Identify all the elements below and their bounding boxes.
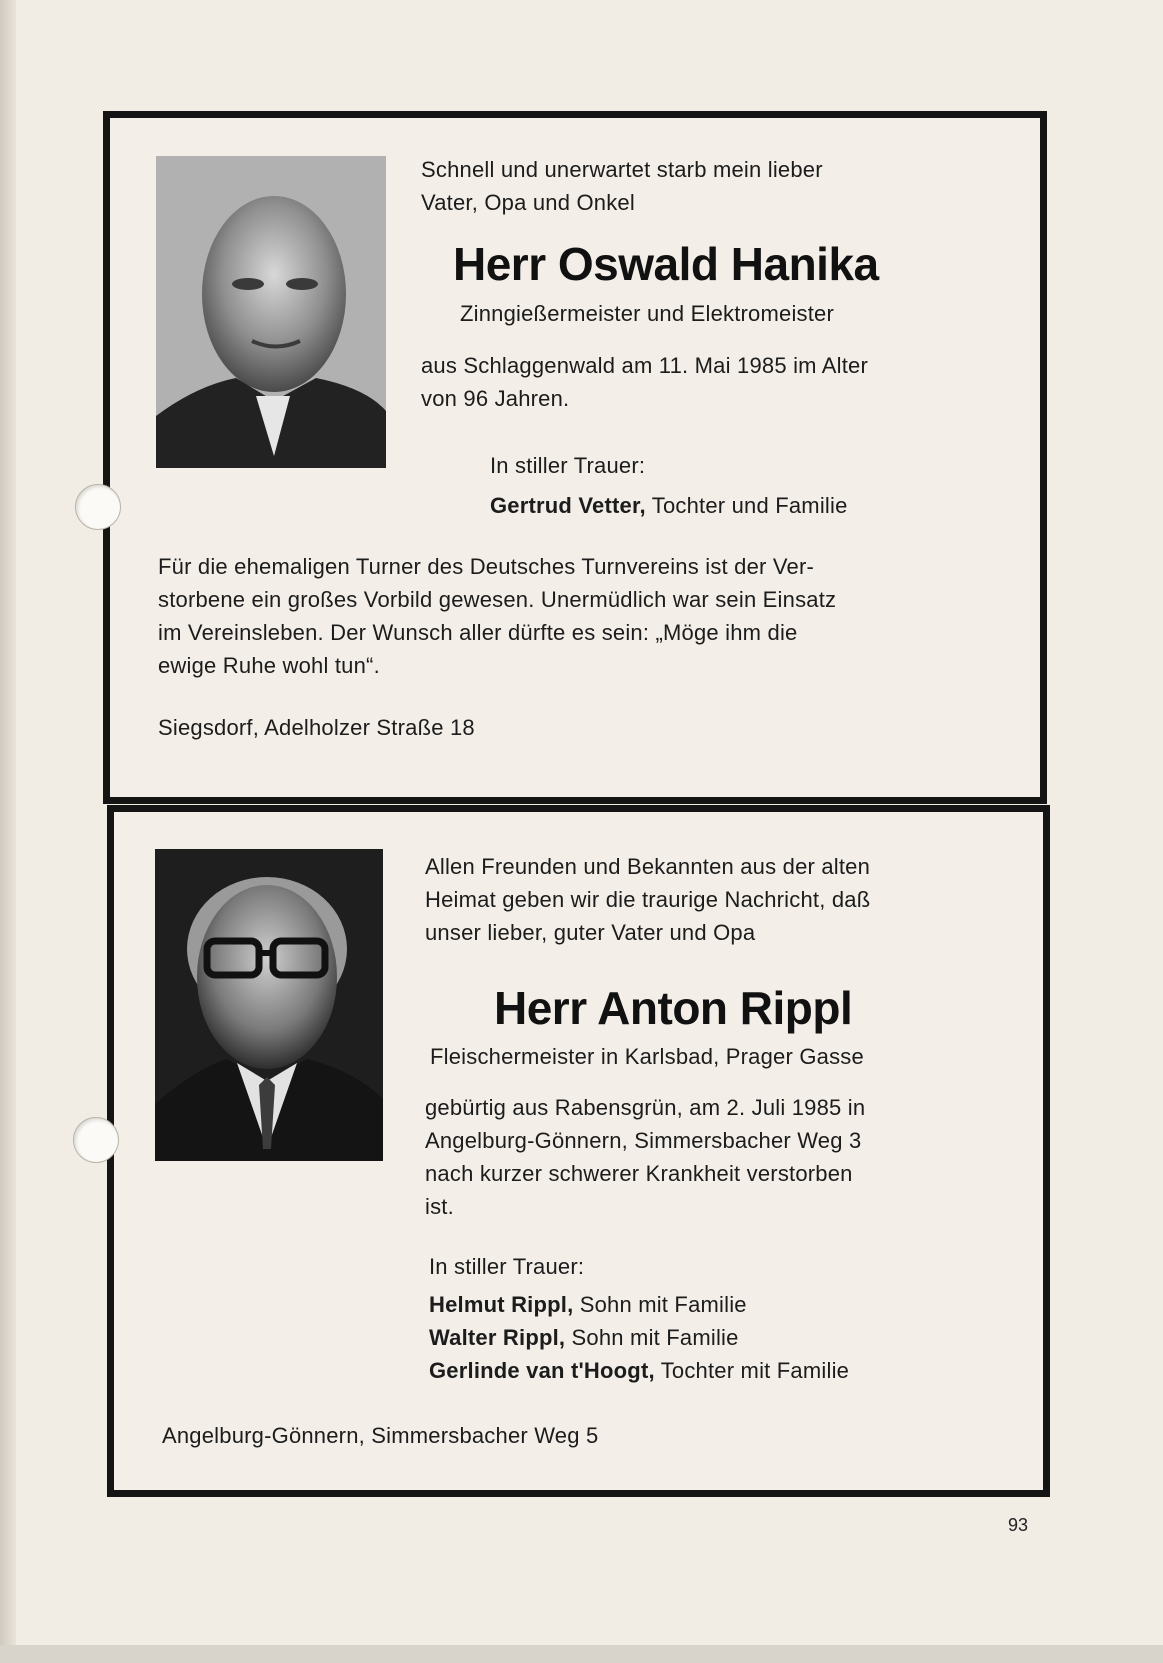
intro-line-2: Vater, Opa und Onkel xyxy=(421,190,635,215)
mourner-line-1 xyxy=(429,1288,747,1321)
mourner-relation-3: Tochter mit Familie xyxy=(654,1358,850,1383)
portrait-photo-hanika-image xyxy=(156,156,386,468)
mourner-line-2 xyxy=(429,1321,739,1354)
obituary-notice-rippl xyxy=(107,805,1050,1497)
tribute-line-2: storbene ein großes Vorbild gewesen. Unermüdlich war sein Einsatz xyxy=(158,587,837,612)
mourner-relation-1: Sohn mit Familie xyxy=(573,1292,747,1317)
details-line-3: nach kurzer schwerer Krankheit verstorben xyxy=(425,1161,853,1186)
mourner-name: Gertrud Vetter, xyxy=(490,493,646,518)
portrait-photo-rippl-image xyxy=(155,849,383,1161)
mourning-label: In stiller Trauer: xyxy=(490,453,646,478)
intro-line-2: Heimat geben wir die traurige Nachricht, daß xyxy=(425,887,871,912)
origin-line-2: von 96 Jahren. xyxy=(421,386,570,411)
details-line-1: gebürtig aus Rabensgrün, am 2. Juli 1985 in xyxy=(425,1095,866,1120)
deceased-name: Herr Anton Rippl xyxy=(494,982,853,1034)
intro-line-1: Schnell und unerwartet starb mein lieber xyxy=(421,157,823,182)
mourner-name-2: Walter Rippl, xyxy=(429,1325,566,1350)
obituary-notice-hanika xyxy=(103,111,1047,804)
origin-line-1: aus Schlaggenwald am 11. Mai 1985 im Alter xyxy=(421,353,869,378)
details-line-4: ist. xyxy=(425,1194,454,1219)
mourning-label: In stiller Trauer: xyxy=(429,1254,585,1279)
tribute-line-3: im Vereinsleben. Der Wunsch aller dürfte es sein: „Möge ihm die xyxy=(158,620,798,645)
tribute-line-4: ewige Ruhe wohl tun“. xyxy=(158,653,380,678)
deceased-profession: Fleischermeister in Karlsbad, Prager Gasse xyxy=(430,1044,864,1069)
intro-line-1: Allen Freunden und Bekannten aus der alten xyxy=(425,854,871,879)
book-spine xyxy=(0,0,16,1663)
portrait-photo-hanika xyxy=(156,156,386,468)
mourner-line-3 xyxy=(429,1354,849,1387)
mourner-address: Siegsdorf, Adelholzer Straße 18 xyxy=(158,715,475,740)
deceased-profession: Zinngießermeister und Elektromeister xyxy=(460,301,835,326)
punch-hole-bottom xyxy=(73,1117,119,1163)
punch-hole-top xyxy=(75,484,121,530)
portrait-photo-rippl xyxy=(155,849,383,1161)
page-number: 93 xyxy=(1008,1515,1029,1535)
mourner-line xyxy=(490,489,848,522)
mourner-relation: Tochter und Familie xyxy=(645,493,848,518)
deceased-name: Herr Oswald Hanika xyxy=(453,238,879,290)
mourner-address: Angelburg-Gönnern, Simmersbacher Weg 5 xyxy=(162,1423,599,1448)
mourner-relation-2: Sohn mit Familie xyxy=(565,1325,739,1350)
mourner-name-1: Helmut Rippl, xyxy=(429,1292,574,1317)
page-bottom-edge xyxy=(0,1645,1163,1663)
tribute-line-1: Für die ehemaligen Turner des Deutsches Turnvereins ist der Ver- xyxy=(158,554,814,579)
mourner-name-3: Gerlinde van t'Hoogt, xyxy=(429,1358,655,1383)
details-line-2: Angelburg-Gönnern, Simmersbacher Weg 3 xyxy=(425,1128,862,1153)
intro-line-3: unser lieber, guter Vater und Opa xyxy=(425,920,756,945)
